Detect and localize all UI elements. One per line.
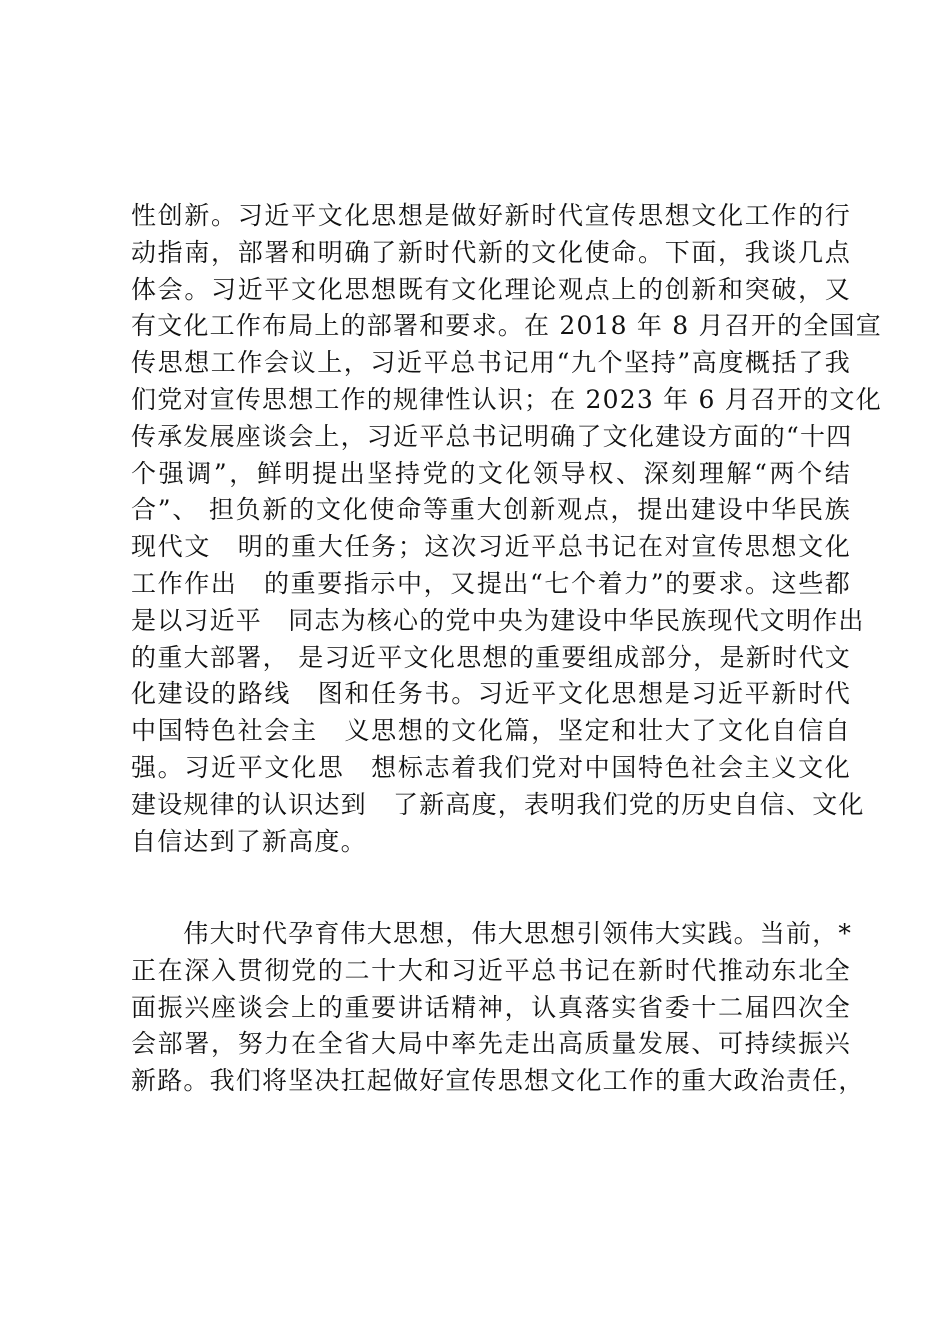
text-line: 面振兴座谈会上的重要讲话精神，认真落实省委十二届四次全 — [131, 992, 851, 1022]
text-line: 性创新。习近平文化思想是做好新时代宣传思想文化工作的行 — [131, 201, 851, 230]
text-line: 的重大部署， 是习近平文化思想的重要组成部分，是新时代文 — [131, 642, 851, 672]
text-line: 会部署，努力在全省大局中率先走出高质量发展、可持续振兴 — [131, 1029, 851, 1059]
text-line: 们党对宣传思想工作的规律性认识；在 2023 年 6 月召开的文化 — [131, 384, 882, 414]
body-paragraph-1 — [131, 198, 882, 860]
text-line: 现代文 明的重大任务；这次习近平总书记在对宣传思想文化 — [131, 532, 851, 562]
text-line: 体会。习近平文化思想既有文化理论观点上的创新和突破，又 — [131, 274, 851, 304]
text-line: 动指南，部署和明确了新时代新的文化使命。下面，我谈几点 — [131, 237, 851, 267]
text-line: 个强调”，鲜明提出坚持党的文化领导权、深刻理解“两个结 — [131, 458, 851, 488]
text-line: 伟大时代孕育伟大思想，伟大思想引领伟大实践。当前，* — [131, 919, 853, 948]
text-line: 合”、 担负新的文化使命等重大创新观点，提出建设中华民族 — [131, 495, 851, 525]
body-paragraph-2 — [131, 916, 865, 1100]
text-line: 中国特色社会主 义思想的文化篇，坚定和壮大了文化自信自 — [131, 716, 851, 746]
text-line: 有文化工作布局上的部署和要求。在 2018 年 8 月召开的全国宣 — [131, 311, 882, 341]
text-line: 工作作出 的重要指示中，又提出“七个着力”的要求。这些都 — [131, 568, 851, 598]
text-line: 新路。我们将坚决扛起做好宣传思想文化工作的重大政治责任， — [131, 1066, 865, 1096]
text-line: 传思想工作会议上，习近平总书记用“九个坚持”高度概括了我 — [131, 348, 851, 378]
text-line: 建设规律的认识达到 了新高度，表明我们党的历史自信、文化 — [131, 789, 865, 819]
text-line: 自信达到了新高度。 — [131, 826, 367, 856]
text-line: 传承发展座谈会上，习近平总书记明确了文化建设方面的“十四 — [131, 421, 853, 451]
text-line: 正在深入贯彻党的二十大和习近平总书记在新时代推动东北全 — [131, 955, 851, 985]
text-line: 化建设的路线 图和任务书。习近平文化思想是习近平新时代 — [131, 679, 851, 709]
text-line: 是以习近平 同志为核心的党中央为建设中华民族现代文明作出 — [131, 605, 865, 635]
text-line: 强。习近平文化思 想标志着我们党对中国特色社会主义文化 — [131, 752, 851, 782]
